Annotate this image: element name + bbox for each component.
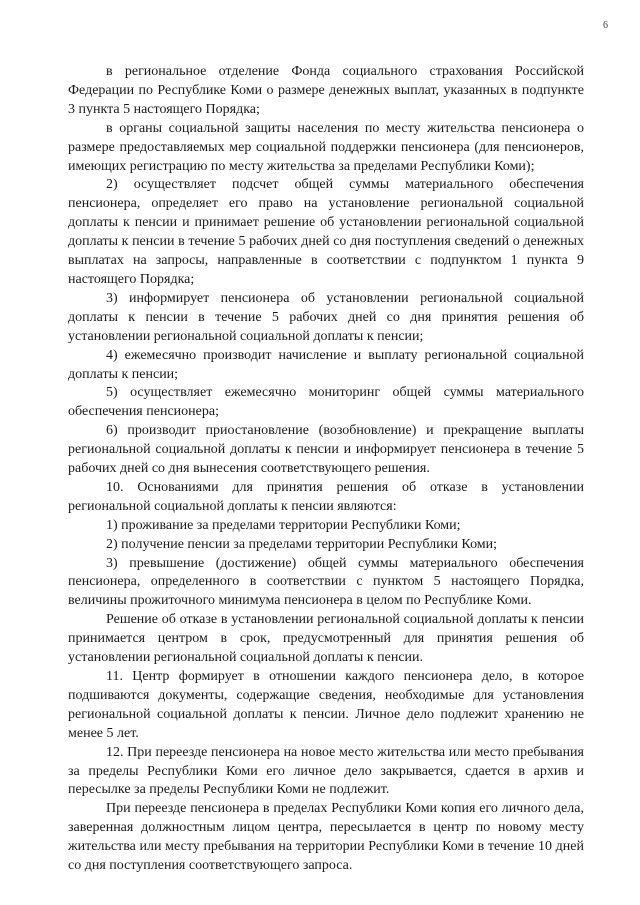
- paragraph: в органы социальной защиты населения по месту жительства пенсионера о размере предоставляемых мер социальной поддержки пенсионера (для пенсионеров, имеющих регистрацию по месту жительства за пределами Республики Коми);: [68, 120, 584, 174]
- paragraph: 3) превышение (достижение) общей суммы материального обеспечения пенсионера, определенного в соответствии с пунктом 5 настоящего Порядка, величины прожиточного минимума пенсионера в целом по Республике Коми.: [68, 555, 584, 609]
- paragraph: 10. Основаниями для принятия решения об отказе в установлении региональной социальной доплаты к пенсии являются:: [68, 479, 584, 514]
- paragraph: 12. При переезде пенсионера на новое место жительства или место пребывания за пределы Республики Коми его личное дело закрывается, сдается в архив и пересылке за пределы Республики Коми не подлежит.: [68, 744, 584, 798]
- document-body: [68, 63, 584, 876]
- paragraph: 1) проживание за пределами территории Республики Коми;: [106, 517, 461, 533]
- page-number: 6: [603, 20, 608, 31]
- paragraph: 2) осуществляет подсчет общей суммы материального обеспечения пенсионера, определяет его право на установление региональной социальной доплаты к пенсии и принимает решение об установлении региональной социальной доплаты к пенсии в течение 5 рабочих дней со дня поступления сведений о денежных выплатах на запросы, направленные в соответствии с подпунктом 1 пункта 9 настоящего Порядка;: [68, 177, 584, 287]
- paragraph: в региональное отделение Фонда социального страхования Российской Федерации по Республике Коми о размере денежных выплат, указанных в подпункте 3 пункта 5 настоящего Порядка;: [68, 64, 584, 117]
- paragraph: При переезде пенсионера в пределах Республики Коми копия его личного дела, заверенная должностным лицом центра, пересылается в центр по новому месту жительства или месту пребывания на территории Республики Коми в течение 10 дней со дня поступления соответствующего запроса.: [68, 801, 584, 874]
- paragraph: Решение об отказе в установлении региональной социальной доплаты к пенсии принимается центром в срок, предусмотренный для принятия решения об установлении региональной социальной доплаты к пенсии.: [68, 612, 584, 666]
- paragraph: 5) осуществляет ежемесячно мониторинг общей суммы материального обеспечения пенсионера;: [68, 385, 584, 420]
- paragraph: 11. Центр формирует в отношении каждого пенсионера дело, в которое подшиваются документы, содержащие сведения, необходимые для установления региональной социальной доплаты к пенсии. Личное дело подлежит хранению не менее 5 лет.: [68, 669, 584, 741]
- paragraph: 2) получение пенсии за пределами территории Республики Коми;: [106, 536, 498, 552]
- paragraph: 3) информирует пенсионера об установлении региональной социальной доплаты к пенсии в течение 5 рабочих дней со дня принятия решения об установлении региональной социальной доплаты к пенсии;: [68, 290, 584, 344]
- paragraph: 6) производит приостановление (возобновление) и прекращение выплаты региональной социальной доплаты к пенсии и информирует пенсионера в течение 5 рабочих дней со дня вынесения соответствующего решения.: [68, 423, 584, 477]
- paragraph: 4) ежемесячно производит начисление и выплату региональной социальной доплаты к пенсии;: [68, 347, 584, 382]
